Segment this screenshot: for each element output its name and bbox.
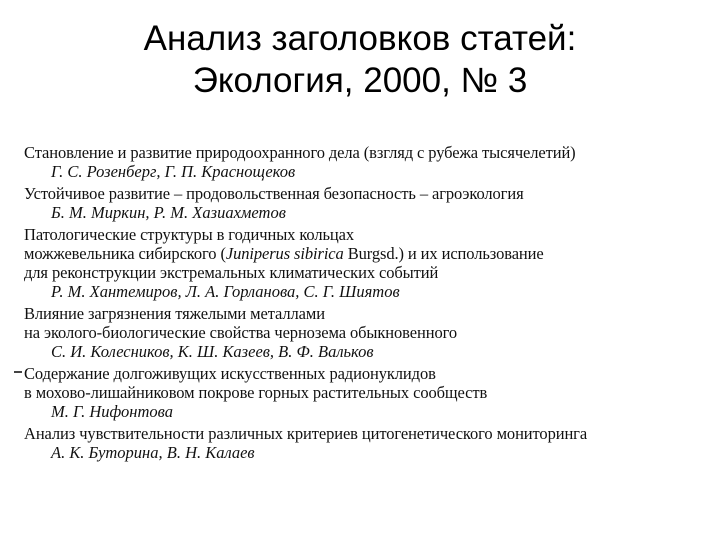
scan-speck — [14, 371, 22, 373]
article-title — [24, 225, 704, 282]
slide-title — [0, 18, 720, 102]
article-item — [24, 225, 704, 301]
article-title-part: Burgsd.) и их использование для реконструкции экстремальных климатических событий — [24, 244, 544, 282]
article-title: Становление и развитие природоохранного дела (взгляд с рубежа тысячелетий) — [24, 143, 576, 162]
article-title-latin-name: Juniperus sibirica — [225, 244, 344, 263]
article-authors: С. И. Колесников, К. Ш. Казеев, В. Ф. Вальков — [51, 342, 374, 361]
article-item — [24, 424, 704, 462]
article-authors: Б. М. Миркин, Р. М. Хазиахметов — [51, 203, 286, 222]
article-item — [24, 184, 704, 222]
article-item — [24, 304, 704, 361]
slide-title-line-2: Экология, 2000, № 3 — [192, 61, 528, 100]
article-authors: Р. М. Хантемиров, Л. А. Горланова, С. Г. Шиятов — [51, 282, 400, 301]
article-title: Содержание долгоживущих искусственных радионуклидов в мохово-лишайниковом покрове горных растительных сообществ — [24, 364, 488, 402]
article-authors: М. Г. Нифонтова — [51, 402, 173, 421]
slide-title-line-1: Анализ заголовков статей: — [143, 19, 577, 58]
article-authors: Г. С. Розенберг, Г. П. Краснощеков — [51, 162, 296, 181]
article-title: Влияние загрязнения тяжелыми металлами на эколого-биологические свойства чернозема обыкновенного — [24, 304, 458, 342]
article-list — [24, 143, 704, 465]
article-title: Анализ чувствительности различных критериев цитогенетического мониторинга — [24, 424, 588, 443]
article-authors: А. К. Буторина, В. Н. Калаев — [51, 443, 255, 462]
article-item — [24, 143, 704, 181]
article-item — [24, 364, 704, 421]
article-title: Устойчивое развитие – продовольственная безопасность – агроэкология — [24, 184, 524, 203]
article-title-part: Патологические структуры в годичных кольцах можжевельника сибирского ( — [24, 225, 355, 263]
